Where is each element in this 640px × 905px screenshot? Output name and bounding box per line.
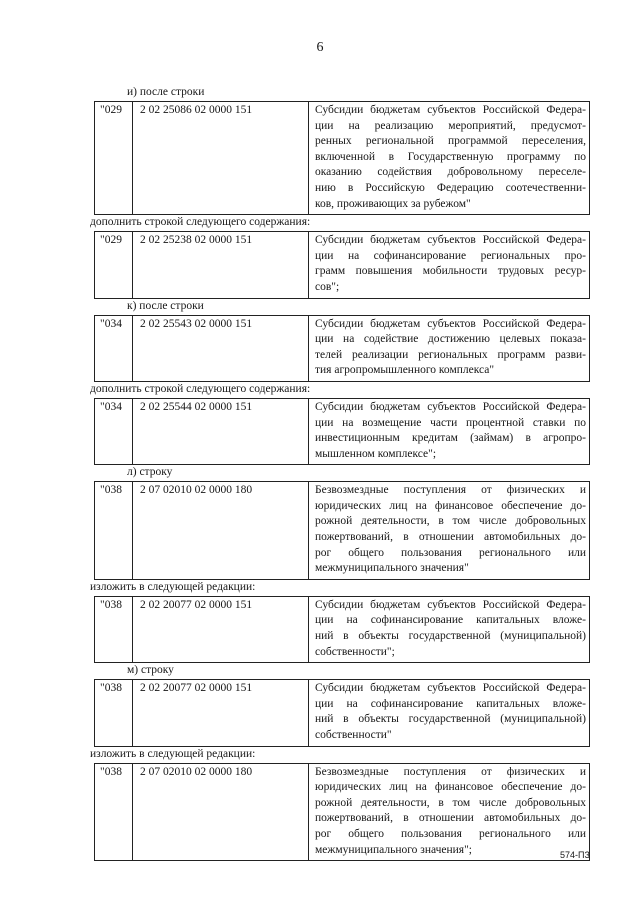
admin-code: "034 (100, 317, 122, 330)
page-number: 6 (316, 40, 324, 55)
amendment-caption: дополнить строкой следующего содержания: (90, 382, 311, 395)
admin-code: "034 (100, 400, 122, 413)
budget-classification-code: 2 02 20077 02 0000 151 (140, 682, 253, 695)
amendment-caption: и) после строки (127, 86, 205, 98)
amendment-caption: л) строку (127, 466, 173, 479)
table-row (94, 481, 590, 580)
budget-classification-code: 2 02 20077 02 0000 151 (140, 598, 253, 611)
revenue-description: Субсидии бюджетам субъектов Российской Федера- ции на реализацию мероприятий, предусмот- ренных региональной программой переселения, включенной в Государственную программу по оказанию содействия добровольному переселе- нию в Российскую Федерацию соотечественни- ков, проживающих за рубежом" (315, 104, 586, 210)
budget-classification-code: 2 02 25086 02 0000 151 (140, 104, 253, 116)
table-row (94, 679, 590, 746)
revenue-description: Субсидии бюджетам субъектов Российской Федера- ции на софинансирование капитальных вложе- ний в объекты государственной (муниципальной) собственности"; (315, 598, 586, 658)
budget-classification-code: 2 02 25238 02 0000 151 (140, 234, 253, 247)
table-row (94, 315, 590, 382)
table-row (94, 231, 590, 298)
table-row (94, 763, 590, 862)
revenue-description: Безвозмездные поступления от физических и юридических лиц на финансовое обеспечение до- рожной деятельности, в том числе добровольных пожертвований, в отношении автомобильных до- рог общего пользования регионального или межмуниципального значения"; (315, 765, 586, 856)
admin-code: "038 (100, 682, 122, 695)
amendment-caption: к) после строки (127, 299, 204, 312)
document-code: 574-ПЗ (560, 850, 590, 860)
amendment-caption: изложить в следующей редакции: (90, 747, 256, 760)
revenue-description: Субсидии бюджетам субъектов Российской Федера- ции на софинансирование капитальных вложе- ний в объекты государственной (муниципальной) собственности" (315, 682, 586, 741)
budget-classification-code: 2 02 25544 02 0000 151 (140, 400, 253, 413)
admin-code: "038 (100, 484, 122, 497)
budget-classification-code: 2 07 02010 02 0000 180 (140, 765, 253, 778)
revenue-description: Субсидии бюджетам субъектов Российской Федера- ции на софинансирование региональных про- грамм повышения мобильности трудовых ресур- сов"; (315, 234, 586, 293)
admin-code: "029 (100, 234, 122, 247)
amendment-caption: м) строку (127, 664, 174, 677)
revenue-description: Субсидии бюджетам субъектов Российской Федера- ции на содействие достижению целевых показа- телей реализации региональных программ разви- тия агропромышленного комплекса" (315, 317, 586, 377)
table-row (94, 101, 590, 215)
admin-code: "029 (100, 104, 122, 116)
amendment-caption: изложить в следующей редакции: (90, 580, 256, 593)
budget-classification-code: 2 02 25543 02 0000 151 (140, 317, 253, 330)
table-row (94, 596, 590, 663)
amendments-list (90, 85, 602, 861)
table-row (94, 398, 590, 465)
revenue-description: Безвозмездные поступления от физических и юридических лиц на финансовое обеспечение до- рожной деятельности, в том числе добровольных пожертвований, в отношении автомобильных до- рог общего пользования регионального или межмуниципального значения" (315, 484, 586, 575)
admin-code: "038 (100, 765, 122, 778)
budget-classification-code: 2 07 02010 02 0000 180 (140, 484, 253, 497)
revenue-description: Субсидии бюджетам субъектов Российской Федера- ции на возмещение части процентной ставки по инвестиционным кредитам (займам) в агропро- мышленном комплексе"; (315, 400, 586, 460)
amendment-caption: дополнить строкой следующего содержания: (90, 216, 311, 229)
admin-code: "038 (100, 598, 122, 611)
